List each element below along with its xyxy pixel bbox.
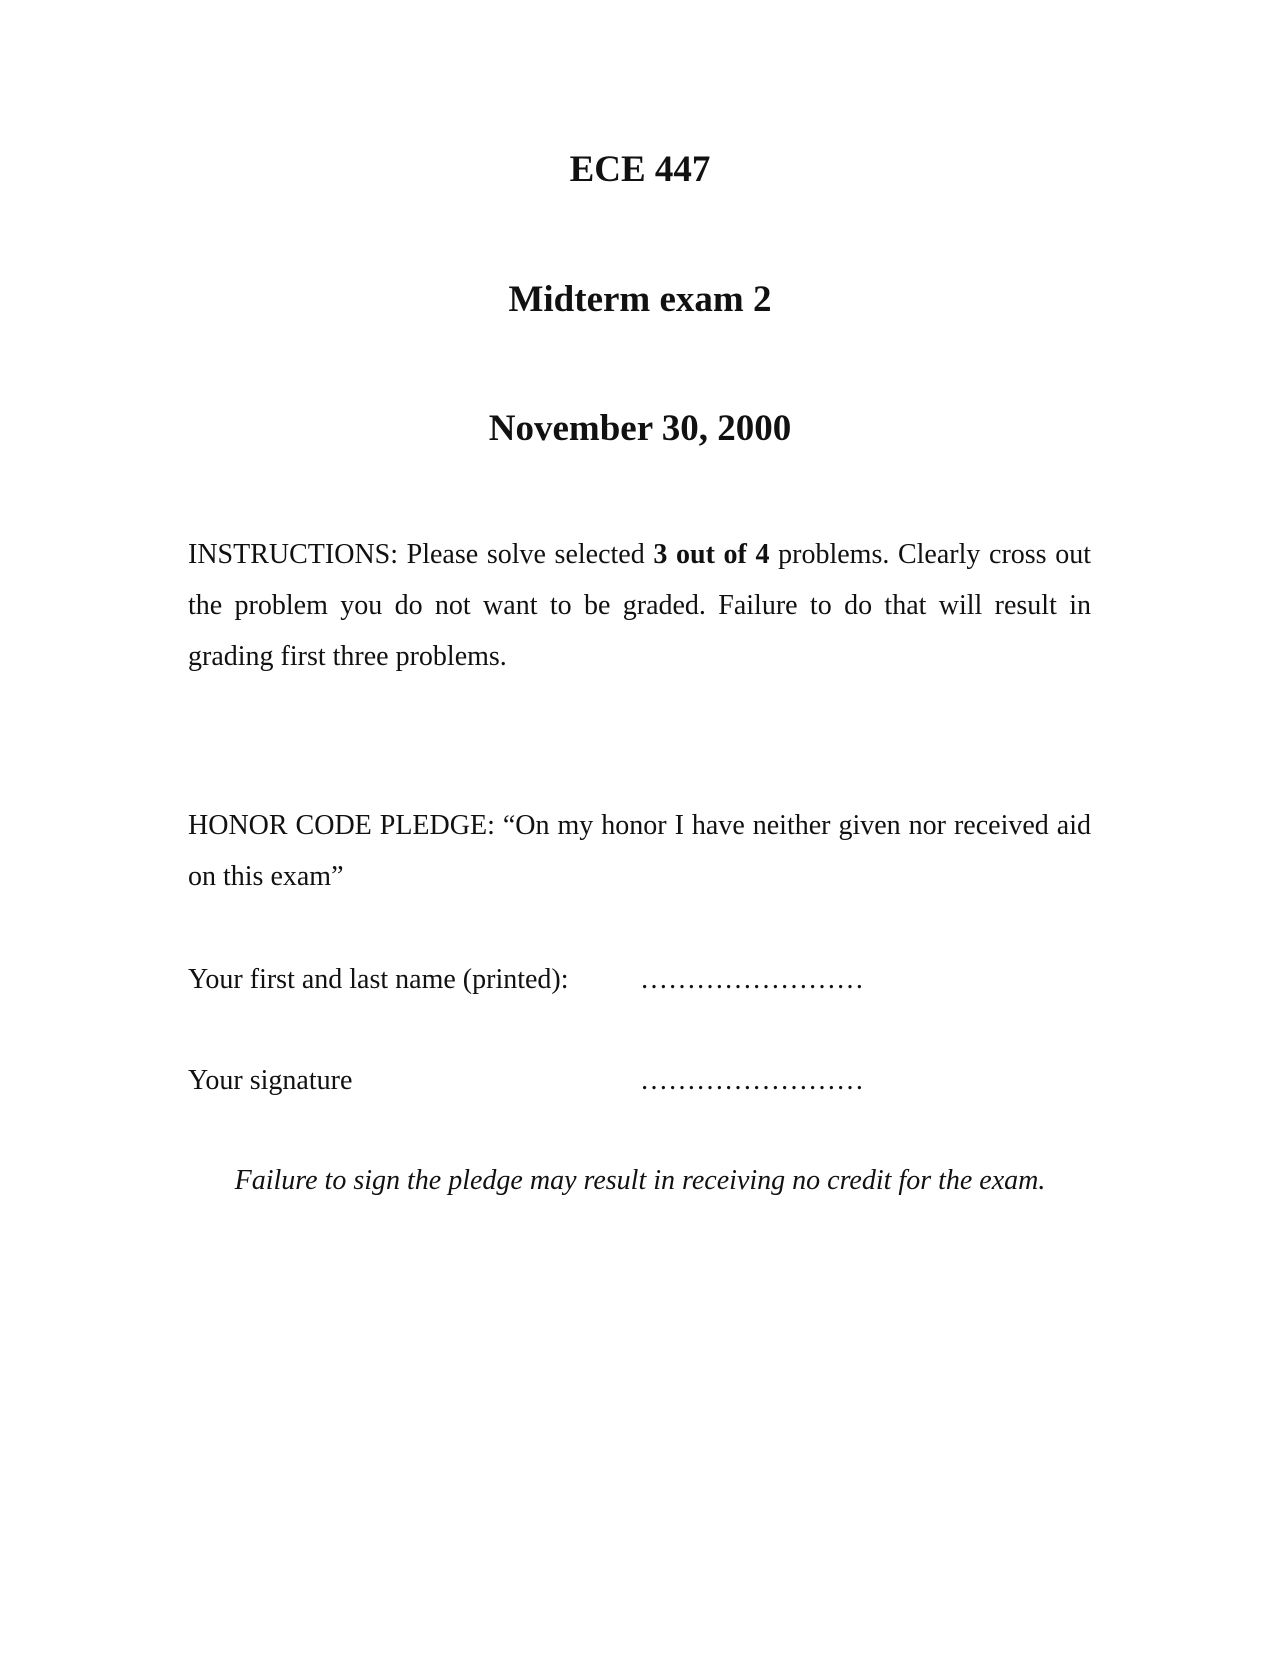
pledge-warning: Failure to sign the pledge may result in receiving no credit for the exam. (234, 1165, 1046, 1196)
instructions-lead: INSTRUCTIONS: Please solve selected (188, 539, 654, 570)
instructions-paragraph (188, 529, 1091, 682)
instructions-rest: problems. Clearly cross out the problem you do not want to be graded. Failure to do that will result in grading first three problems. (188, 539, 1091, 672)
honor-code-pledge: HONOR CODE PLEDGE: “On my honor I have neither given nor received aid on this exam” (188, 810, 1091, 892)
name-field-row (188, 960, 1091, 1000)
exam-date: November 30, 2000 (488, 408, 792, 449)
instructions-emphasis: 3 out of 4 (653, 539, 770, 570)
signature-blank[interactable]: …………………… (640, 1065, 864, 1096)
name-label: Your first and last name (printed): (188, 964, 569, 995)
name-blank[interactable]: …………………… (640, 964, 864, 995)
signature-label: Your signature (188, 1065, 353, 1096)
course-title: ECE 447 (569, 149, 711, 190)
exam-title: Midterm exam 2 (508, 279, 772, 320)
signature-field-row (188, 1061, 1091, 1101)
